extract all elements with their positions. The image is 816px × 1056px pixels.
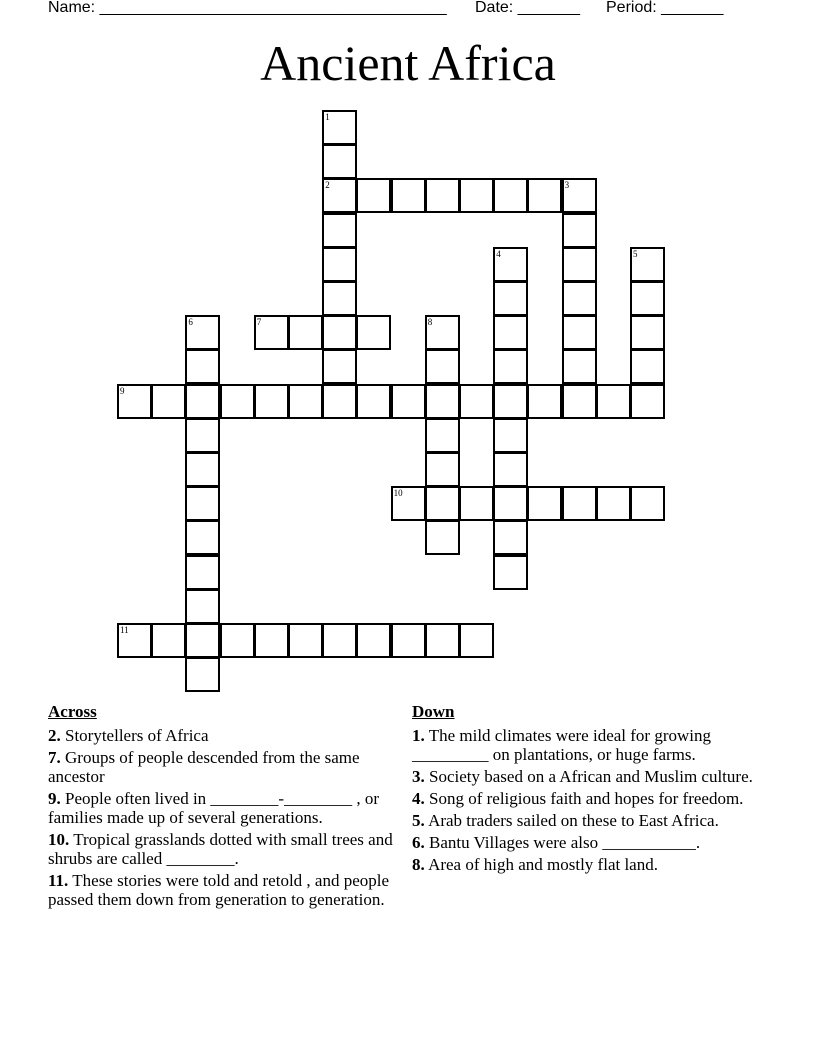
clue-number: 5. [412,811,425,830]
across-clue [48,830,404,868]
crossword-cell[interactable] [185,555,220,590]
across-heading: Across [48,702,97,721]
crossword-cell[interactable] [185,452,220,487]
across-clue [48,726,404,745]
clue-text: Arab traders sailed on these to East Africa. [428,811,719,830]
crossword-cell[interactable] [391,178,426,213]
crossword-cell[interactable] [322,110,357,145]
crossword-cell[interactable] [630,247,665,282]
crossword-cell[interactable] [493,247,528,282]
crossword-cell[interactable] [322,178,357,213]
crossword-cell[interactable] [185,486,220,521]
page-title: Ancient Africa [260,35,556,91]
crossword-cell[interactable] [391,384,426,419]
down-heading: Down [412,702,455,721]
crossword-cell[interactable] [322,349,357,384]
crossword-cell[interactable] [425,520,460,555]
crossword-cell[interactable] [185,657,220,692]
across-clues [48,702,404,912]
crossword-cell[interactable] [322,281,357,316]
crossword-cell[interactable] [596,486,631,521]
crossword-cell[interactable] [425,418,460,453]
crossword-cell[interactable] [493,486,528,521]
crossword-cell[interactable] [322,247,357,282]
down-clue [412,811,768,830]
clue-number: 8. [412,855,425,874]
crossword-cell[interactable] [185,349,220,384]
crossword-cell[interactable] [185,623,220,658]
clue-number: 9. [48,789,61,808]
clue-number-label: 3 [564,180,570,191]
crossword-cell[interactable] [391,486,426,521]
crossword-cell[interactable] [630,281,665,316]
clue-text: Tropical grasslands dotted with small trees and shrubs are called ________. [48,830,393,868]
clue-number-label: 2 [325,180,330,191]
crossword-cell[interactable] [425,178,460,213]
clue-number: 11. [48,871,69,890]
crossword-cell[interactable] [493,349,528,384]
clue-text: These stories were told and retold , and people passed them down from generation to generation. [48,871,390,909]
clue-number-label: 8 [427,317,433,328]
crossword-cell[interactable] [459,623,494,658]
crossword-cell[interactable] [151,384,186,419]
clue-number-label: 9 [120,385,125,396]
crossword-cell[interactable] [425,452,460,487]
clue-number-label: 11 [120,625,129,635]
crossword-cell[interactable] [356,384,391,419]
crossword-cell[interactable] [288,384,323,419]
crossword-cell[interactable] [562,213,597,248]
crossword-cell[interactable] [459,384,494,419]
crossword-cell[interactable] [220,623,255,658]
crossword-cell[interactable] [185,418,220,453]
clue-text: Society based on a African and Muslim culture. [429,767,753,786]
crossword-cell[interactable] [596,384,631,419]
crossword-cell[interactable] [493,384,528,419]
clue-number: 4. [412,789,425,808]
crossword-cell[interactable] [356,178,391,213]
down-clue [412,767,768,786]
period-field[interactable]: Period: _______ [606,0,724,16]
clue-number: 2. [48,726,61,745]
down-clue [412,726,768,764]
crossword-cell[interactable] [493,418,528,453]
clue-number-label: 10 [393,488,403,499]
across-clue [48,748,404,786]
clue-number: 10. [48,830,70,849]
crossword-cell[interactable] [562,349,597,384]
down-clue [412,855,768,874]
name-field[interactable]: Name: _______________________________________ [48,0,447,16]
crossword-cell[interactable] [254,623,289,658]
crossword-cell[interactable] [562,178,597,213]
crossword-cell[interactable] [493,452,528,487]
crossword-cell[interactable] [562,486,597,521]
clue-number-label: 1 [325,112,330,122]
crossword-cell[interactable] [288,315,323,350]
crossword-cell[interactable] [630,349,665,384]
crossword-cell[interactable] [493,555,528,590]
clue-number: 1. [412,726,425,745]
crossword-cell[interactable] [459,486,494,521]
crossword-cell[interactable] [527,486,562,521]
crossword-cell[interactable] [185,520,220,555]
clue-text: Groups of people descended from the same ancestor [48,748,360,786]
crossword-cell[interactable] [220,384,255,419]
crossword-cell[interactable] [425,315,460,350]
crossword-cell[interactable] [254,384,289,419]
clue-text: People often lived in ________-________ , or families made up of several generations. [48,789,379,827]
crossword-cell[interactable] [185,315,220,350]
crossword-cell[interactable] [630,315,665,350]
across-clue [48,789,404,827]
date-field[interactable]: Date: _______ [475,0,580,16]
down-clue [412,789,768,808]
clue-number: 7. [48,748,61,767]
crossword-cell[interactable] [459,178,494,213]
clue-number-label: 7 [256,317,262,328]
crossword-cell[interactable] [356,315,391,350]
crossword-cell[interactable] [288,623,323,658]
crossword-cell[interactable] [117,384,152,419]
clue-text: The mild climates were ideal for growing _________ on plantations, or huge farms. [412,726,711,764]
crossword-cell[interactable] [562,384,597,419]
clue-text: Bantu Villages were also ___________. [429,833,701,852]
crossword-cell[interactable] [117,623,152,658]
crossword-cell[interactable] [630,486,665,521]
crossword-cell[interactable] [425,486,460,521]
crossword-cell[interactable] [630,384,665,419]
crossword-cell[interactable] [185,384,220,419]
crossword-cell[interactable] [425,623,460,658]
clue-number-label: 6 [188,317,193,328]
clue-number: 3. [412,767,425,786]
crossword-cell[interactable] [391,623,426,658]
clue-text: Storytellers of Africa [65,726,209,745]
crossword-cell[interactable] [322,315,357,350]
crossword-cell[interactable] [185,589,220,624]
crossword-cell[interactable] [562,315,597,350]
clue-text: Song of religious faith and hopes for freedom. [429,789,744,808]
crossword-cell[interactable] [493,315,528,350]
down-clues [412,702,768,877]
crossword-cell[interactable] [322,384,357,419]
crossword-cell[interactable] [322,144,357,179]
clue-number-label: 4 [496,248,501,259]
crossword-cell[interactable] [356,623,391,658]
crossword-cell[interactable] [562,247,597,282]
clue-text: Area of high and mostly flat land. [428,855,658,874]
clue-number: 6. [412,833,425,852]
crossword-cell[interactable] [527,384,562,419]
crossword-cell[interactable] [493,178,528,213]
down-clue [412,833,768,852]
crossword-cell[interactable] [425,349,460,384]
crossword-cell[interactable] [151,623,186,658]
across-clue [48,871,404,909]
crossword-cell[interactable] [425,384,460,419]
crossword-cell[interactable] [322,213,357,248]
crossword-cell[interactable] [527,178,562,213]
crossword-cell[interactable] [493,281,528,316]
clue-number-label: 5 [633,248,638,259]
crossword-cell[interactable] [322,623,357,658]
crossword-cell[interactable] [493,520,528,555]
crossword-cell[interactable] [562,281,597,316]
crossword-cell[interactable] [254,315,289,350]
